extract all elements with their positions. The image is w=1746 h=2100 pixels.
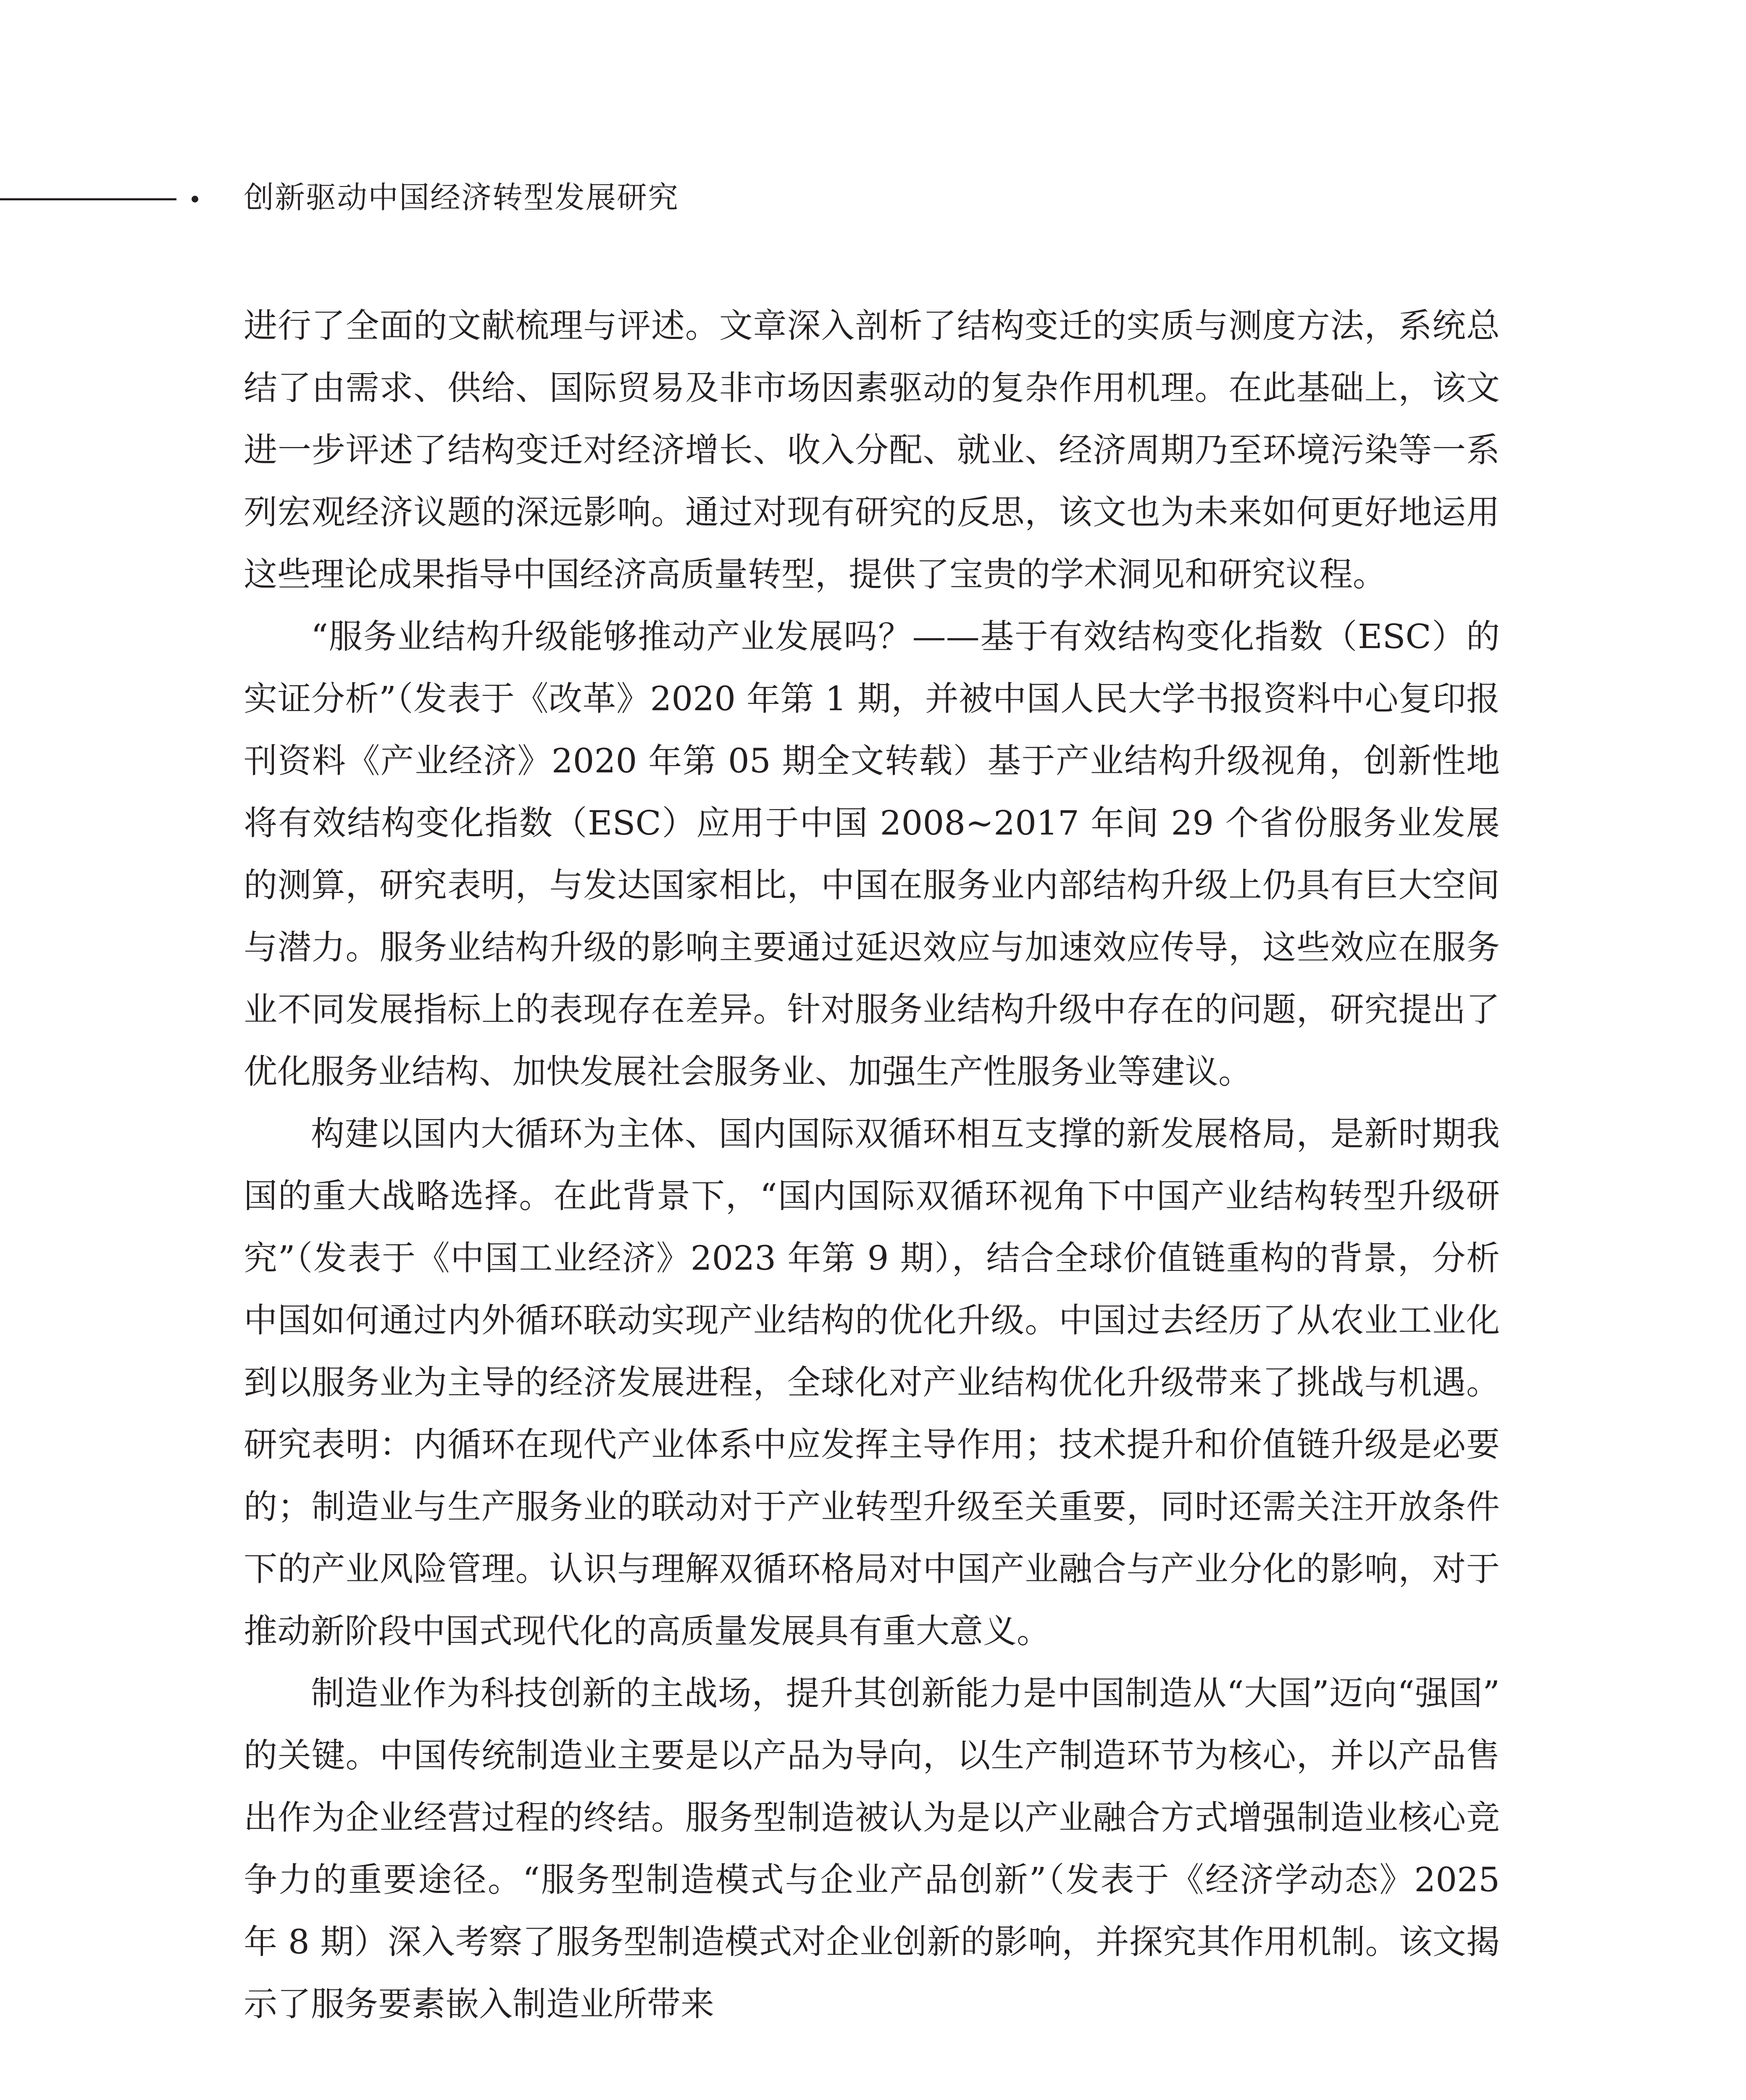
- paragraph-1: 进行了全面的文献梳理与评述。文章深入剖析了结构变迁的实质与测度方法，系统总结了由需求、供给、国际贸易及非市场因素驱动的复杂作用机理。在此基础上，该文进一步评述了结构变迁对经济增长、收入分配、就业、经济周期乃至环境污染等一系列宏观经济议题的深远影响。通过对现有研究的反思，该文也为未来如何更好地运用这些理论成果指导中国经济高质量转型，提供了宝贵的学术洞见和研究议程。: [244, 306, 1500, 594]
- body-text: [244, 295, 1500, 2035]
- paragraph-4: 制造业作为科技创新的主战场，提升其创新能力是中国制造从“大国”迈向“强国”的关键。中国传统制造业主要是以产品为导向，以生产制造环节为核心，并以产品售出作为企业经营过程的终结。服务型制造被认为是以产业融合方式增强制造业核心竞争力的重要途径。“服务型制造模式与企业产品创新”（发表于《经济学动态》2025 年 8 期）深入考察了服务型制造模式对企业创新的影响，并探究其作用机制。该文揭示了服务要素嵌入制造业所带来: [244, 1674, 1500, 2024]
- header-rule: [0, 198, 176, 200]
- paragraph-3: 构建以国内大循环为主体、国内国际双循环相互支撑的新发展格局，是新时期我国的重大战略选择。在此背景下，“国内国际双循环视角下中国产业结构转型升级研究”（发表于《中国工业经济》2023 年第 9 期），结合全球价值链重构的背景，分析中国如何通过内外循环联动实现产业结构的优化升级。中国过去经历了从农业工业化到以服务业为主导的经济发展进程，全球化对产业结构优化升级带来了挑战与机遇。研究表明：内循环在现代产业体系中应发挥主导作用；技术提升和价值链升级是必要的；制造业与生产服务业的联动对于产业转型升级至关重要，同时还需关注开放条件下的产业风险管理。认识与理解双循环格局对中国产业融合与产业分化的影响，对于推动新阶段中国式现代化的高质量发展具有重大意义。: [244, 1114, 1500, 1651]
- running-header: [0, 172, 714, 223]
- header-dot: [192, 196, 198, 202]
- paragraph-2: “服务业结构升级能够推动产业发展吗？——基于有效结构变化指数（ESC）的实证分析”（发表于《改革》2020 年第 1 期，并被中国人民大学书报资料中心复印报刊资料《产业经济》2020 年第 05 期全文转载）基于产业结构升级视角，创新性地将有效结构变化指数（ESC）应用于中国 2008~2017 年间 29 个省份服务业发展的测算，研究表明，与发达国家相比，中国在服务业内部结构升级上仍具有巨大空间与潜力。服务业结构升级的影响主要通过延迟效应与加速效应传导，这些效应在服务业不同发展指标上的表现存在差异。针对服务业结构升级中存在的问题，研究提出了优化服务业结构、加快发展社会服务业、加强生产性服务业等建议。: [244, 617, 1500, 1091]
- book-title: 创新驱动中国经济转型发展研究: [244, 180, 679, 215]
